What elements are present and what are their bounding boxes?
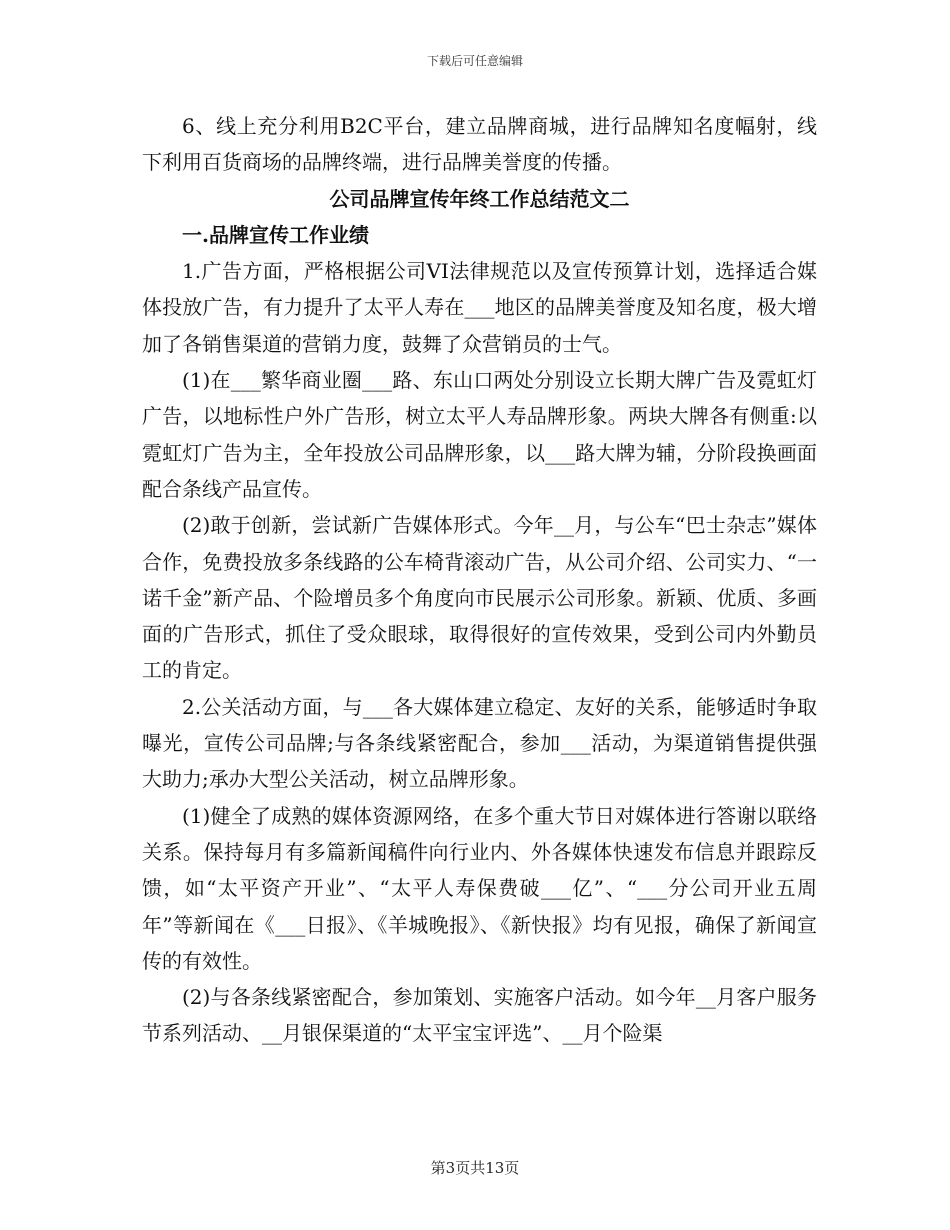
paragraph-3: (1)在___繁华商业圈___路、东山口两处分别设立长期大牌广告及霓虹灯广告，以地标性户外广告形，树立太平人寿品牌形象。两块大牌各有侧重:以霓虹灯广告为主，全年投放公司品牌形象，以___路大牌为辅，分阶段换画面配合条线产品宣传。	[142, 368, 817, 501]
section-heading-1: 一.品牌宣传工作业绩	[182, 222, 369, 247]
page-footer: 第3页共13页	[430, 1159, 520, 1177]
paragraph-1: 6、线上充分利用B2C平台，建立品牌商城，进行品牌知名度幅射，线下利用百货商场的品牌终端，进行品牌美誉度的传播。	[142, 114, 817, 175]
paragraph-7: (2)与各条线紧密配合，参加策划、实施客户活动。如今年__月客户服务节系列活动、__月银保渠道的“太平宝宝评选”、__月个险渠	[142, 985, 817, 1046]
paragraph-6: (1)健全了成熟的媒体资源网络，在多个重大节日对媒体进行答谢以联络关系。保持每月有多篇新闻稿件向行业内、外各媒体快速发布信息并跟踪反馈，如“太平资产开业”、“太平人寿保费破___亿”、“___分公司开业五周年”等新闻在《___日报》、《羊城晚报》、《新快报》均有见报，确保了新闻宣传的有效性。	[142, 803, 817, 973]
paragraph-5: 2.公关活动方面，与___各大媒体建立稳定、友好的关系，能够适时争取曝光，宣传公司品牌;与各条线紧密配合，参加___活动，为渠道销售提供强大助力;承办大型公关活动，树立品牌形象。	[142, 694, 817, 792]
document-body	[142, 108, 817, 1052]
paragraph-4: (2)敢于创新，尝试新广告媒体形式。今年__月，与公车“巴士杂志”媒体合作，免费投放多条线路的公车椅背滚动广告，从公司介绍、公司实力、“一诺千金”新产品、个险增员多个角度向市民展示公司形象。新颖、优质、多画面的广告形式，抓住了受众眼球，取得很好的宣传效果，受到公司内外勤员工的肯定。	[142, 513, 817, 683]
document-title: 公司品牌宣传年终工作总结范文二	[329, 186, 630, 211]
paragraph-2: 1.广告方面，严格根据公司VI法律规范以及宣传预算计划，选择适合媒体投放广告，有力提升了太平人寿在___地区的品牌美誉度及知名度，极大增加了各销售渠道的营销力度，鼓舞了众营销员的士气。	[142, 259, 817, 356]
page-header: 下载后可任意编辑	[426, 54, 523, 68]
